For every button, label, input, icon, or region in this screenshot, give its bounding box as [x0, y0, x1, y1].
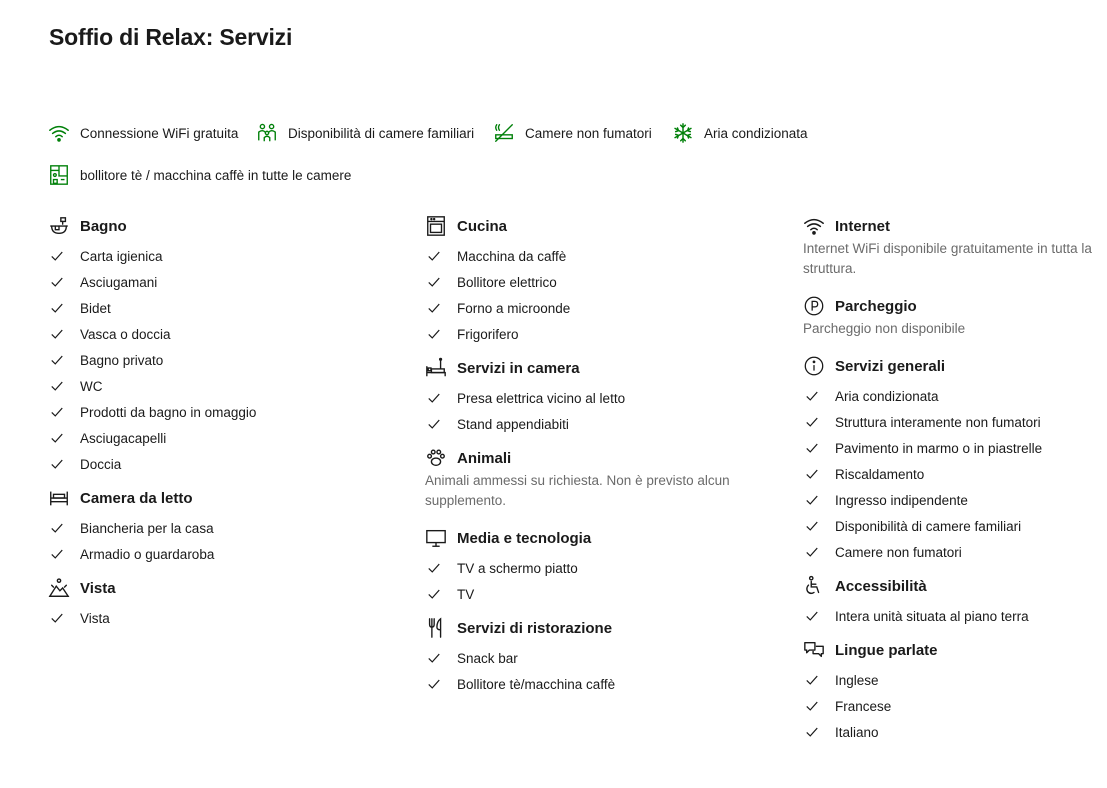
item-label: Biancheria per la casa	[80, 520, 214, 536]
checkmark-icon	[427, 417, 441, 431]
item-label: Vista	[80, 610, 110, 626]
section-kitchen	[425, 213, 765, 347]
list-item	[425, 269, 765, 295]
list-item	[803, 513, 1107, 539]
family-icon	[256, 122, 278, 144]
info-icon	[803, 355, 825, 377]
item-label: Prodotti da bagno in omaggio	[80, 404, 257, 420]
parking-icon	[803, 295, 825, 317]
section-title: Vista	[80, 579, 116, 597]
checkmark-icon	[805, 725, 819, 739]
list-item	[48, 399, 408, 425]
list-item	[425, 645, 765, 671]
list-item	[803, 409, 1107, 435]
highlight-label: Camere non fumatori	[525, 125, 652, 141]
section-bathroom	[48, 213, 408, 477]
section-header	[48, 575, 408, 601]
item-label: Bollitore tè/macchina caffè	[457, 676, 616, 692]
list-item	[48, 321, 408, 347]
list-item	[803, 667, 1107, 693]
page-title: Soffio di Relax: Servizi	[49, 24, 293, 50]
snowflake-icon	[672, 122, 694, 144]
checkmark-icon	[427, 651, 441, 665]
list-item	[803, 539, 1107, 565]
list-item	[803, 435, 1107, 461]
amenity-list	[425, 243, 765, 347]
list-item	[425, 321, 765, 347]
highlight-label: Connessione WiFi gratuita	[80, 125, 239, 141]
checkmark-icon	[50, 353, 64, 367]
amenity-list	[48, 243, 408, 477]
list-item	[803, 383, 1107, 409]
item-label: Camere non fumatori	[835, 544, 962, 560]
section-title: Camera da letto	[80, 489, 193, 507]
wifi-icon	[48, 122, 70, 144]
checkmark-icon	[805, 609, 819, 623]
item-label: Stand appendiabiti	[457, 416, 569, 432]
checkmark-icon	[427, 275, 441, 289]
checkmark-icon	[805, 673, 819, 687]
facilities-column-2	[425, 213, 765, 705]
item-label: Bagno privato	[80, 352, 164, 368]
list-item	[425, 671, 765, 697]
list-item	[425, 243, 765, 269]
checkmark-icon	[50, 547, 64, 561]
item-label: Ingresso indipendente	[835, 492, 968, 508]
item-label: Vasca o doccia	[80, 326, 171, 342]
highlight-family-rooms	[256, 122, 474, 144]
item-label: Struttura interamente non fumatori	[835, 414, 1041, 430]
checkmark-icon	[50, 521, 64, 535]
checkmark-icon	[50, 301, 64, 315]
list-item	[48, 605, 408, 631]
checkmark-icon	[805, 467, 819, 481]
section-internet	[803, 213, 1107, 279]
item-label: Carta igienica	[80, 248, 163, 264]
item-label: Bidet	[80, 300, 111, 316]
list-item	[803, 719, 1107, 745]
list-item	[48, 347, 408, 373]
item-label: Macchina da caffè	[457, 248, 567, 264]
speech-icon	[803, 639, 825, 661]
item-label: Bollitore elettrico	[457, 274, 557, 290]
list-item	[48, 269, 408, 295]
list-item	[48, 373, 408, 399]
section-accessibility	[803, 573, 1107, 629]
accessibility-icon	[803, 575, 825, 597]
checkmark-icon	[50, 327, 64, 341]
item-label: Italiano	[835, 724, 879, 740]
amenity-list	[425, 385, 765, 437]
section-languages	[803, 637, 1107, 745]
section-description: Parcheggio non disponibile	[803, 321, 966, 336]
wifi-icon	[803, 215, 825, 237]
checkmark-icon	[805, 493, 819, 507]
checkmark-icon	[50, 379, 64, 393]
highlight-non-smoking	[493, 122, 652, 144]
oven-icon	[425, 215, 447, 237]
item-label: Doccia	[80, 456, 122, 472]
section-header	[48, 485, 408, 511]
amenity-list	[48, 515, 408, 567]
amenity-list	[803, 603, 1107, 629]
item-label: Presa elettrica vicino al letto	[457, 390, 626, 406]
list-item	[425, 385, 765, 411]
list-item	[48, 425, 408, 451]
checkmark-icon	[805, 441, 819, 455]
checkmark-icon	[427, 561, 441, 575]
section-pets	[425, 445, 765, 511]
facilities-column-1	[48, 213, 408, 639]
highlight-air-conditioning	[672, 122, 808, 144]
item-label: Francese	[835, 698, 892, 714]
item-label: Aria condizionata	[835, 388, 939, 404]
section-food-services	[425, 615, 765, 697]
section-general-services	[803, 353, 1107, 565]
section-title: Servizi di ristorazione	[457, 619, 613, 637]
section-header	[425, 445, 765, 471]
bed-icon	[48, 487, 70, 509]
section-header	[425, 525, 765, 551]
amenity-list	[803, 383, 1107, 565]
kettle-icon	[48, 164, 70, 186]
section-header	[803, 353, 1107, 379]
item-label: Riscaldamento	[835, 466, 925, 482]
item-label: Asciugacapelli	[80, 430, 167, 446]
checkmark-icon	[427, 301, 441, 315]
no-smoking-icon	[493, 122, 515, 144]
checkmark-icon	[50, 405, 64, 419]
section-header	[425, 355, 765, 381]
section-title: Accessibilità	[835, 577, 927, 595]
section-media-technology	[425, 525, 765, 607]
section-header	[803, 637, 1107, 663]
amenity-list	[425, 555, 765, 607]
checkmark-icon	[427, 249, 441, 263]
section-view	[48, 575, 408, 631]
checkmark-icon	[50, 249, 64, 263]
section-title: Media e tecnologia	[457, 529, 592, 547]
amenity-list	[425, 645, 765, 697]
checkmark-icon	[50, 611, 64, 625]
list-item	[425, 295, 765, 321]
room-service-icon	[425, 357, 447, 379]
bath-icon	[48, 215, 70, 237]
checkmark-icon	[805, 699, 819, 713]
section-header	[803, 293, 1107, 319]
section-room-services	[425, 355, 765, 437]
section-header	[425, 213, 765, 239]
list-item	[48, 451, 408, 477]
section-parking	[803, 293, 1107, 339]
amenity-list	[803, 667, 1107, 745]
item-label: WC	[80, 378, 103, 394]
list-item	[425, 581, 765, 607]
section-description: Internet WiFi disponibile gratuitamente in tutta la struttura.	[803, 241, 1092, 276]
section-description: Animali ammessi su richiesta. Non è previsto alcun supplemento.	[425, 473, 730, 508]
checkmark-icon	[50, 431, 64, 445]
facilities-column-3	[803, 213, 1107, 753]
section-title: Parcheggio	[835, 297, 917, 315]
item-label: Disponibilità di camere familiari	[835, 518, 1022, 534]
paw-icon	[425, 447, 447, 469]
amenity-list	[48, 605, 408, 631]
list-item	[803, 487, 1107, 513]
highlight-kettle	[48, 164, 351, 186]
checkmark-icon	[805, 519, 819, 533]
list-item	[425, 411, 765, 437]
item-label: Inglese	[835, 672, 879, 688]
checkmark-icon	[50, 457, 64, 471]
checkmark-icon	[427, 327, 441, 341]
item-label: Forno a microonde	[457, 300, 571, 316]
item-label: Pavimento in marmo o in piastrelle	[835, 440, 1043, 456]
highlight-label: Aria condizionata	[704, 125, 808, 141]
item-label: TV	[457, 586, 475, 602]
section-title: Lingue parlate	[835, 641, 938, 659]
list-item	[803, 603, 1107, 629]
list-item	[48, 515, 408, 541]
item-label: Intera unità situata al piano terra	[835, 608, 1029, 624]
list-item	[803, 461, 1107, 487]
checkmark-icon	[427, 677, 441, 691]
item-label: Asciugamani	[80, 274, 158, 290]
section-header	[425, 615, 765, 641]
highlight-label: bollitore tè / macchina caffè in tutte le camere	[80, 167, 352, 183]
view-icon	[48, 577, 70, 599]
tv-icon	[425, 527, 447, 549]
checkmark-icon	[427, 587, 441, 601]
item-label: Armadio o guardaroba	[80, 546, 215, 562]
section-header	[48, 213, 408, 239]
checkmark-icon	[50, 275, 64, 289]
list-item	[48, 243, 408, 269]
highlight-wifi	[48, 122, 238, 144]
list-item	[48, 295, 408, 321]
item-label: Snack bar	[457, 650, 518, 666]
section-title: Animali	[457, 449, 512, 467]
section-header	[803, 213, 1107, 239]
section-bedroom	[48, 485, 408, 567]
list-item	[425, 555, 765, 581]
checkmark-icon	[805, 545, 819, 559]
item-label: TV a schermo piatto	[457, 560, 578, 576]
section-title: Bagno	[80, 217, 127, 235]
highlight-label: Disponibilità di camere familiari	[288, 125, 475, 141]
list-item	[803, 693, 1107, 719]
section-title: Servizi in camera	[457, 359, 580, 377]
section-header	[803, 573, 1107, 599]
section-title: Servizi generali	[835, 357, 946, 375]
checkmark-icon	[805, 389, 819, 403]
list-item	[48, 541, 408, 567]
item-label: Frigorifero	[457, 326, 519, 342]
checkmark-icon	[427, 391, 441, 405]
section-title: Internet	[835, 217, 891, 235]
cutlery-icon	[425, 617, 447, 639]
section-title: Cucina	[457, 217, 508, 235]
checkmark-icon	[805, 415, 819, 429]
